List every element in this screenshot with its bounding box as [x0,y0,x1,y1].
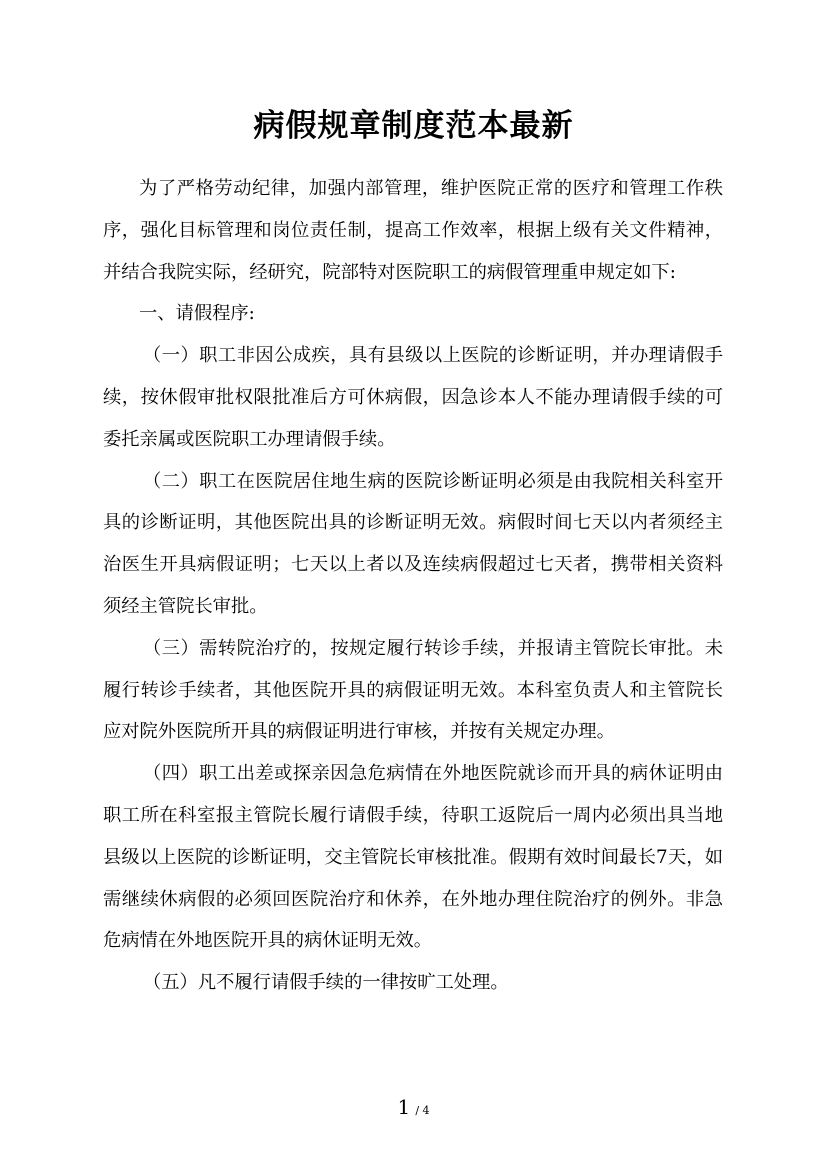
document-title: 病假规章制度范本最新 [253,108,574,144]
clause-paragraph-4: （四）职工出差或探亲因急危病情在外地医院就诊而开具的病休证明由职工所在科室报主管院长履行请假手续，待职工返院后一周内必须出具当地县级以上医院的诊断证明，交主管院长审核批准。假期有效时间最长7天，如需继续休病假的必须回医院治疗和休养，在外地办理住院治疗的例外。非急危病情在外地医院开具的病休证明无效。 [103,763,723,952]
clause-paragraph-3: （三）需转院治疗的，按规定履行转诊手续，并报请主管院长审批。未履行转诊手续者，其他医院开具的病假证明无效。本科室负责人和主管院长应对院外医院所开具的病假证明进行审核，并按有关规定办理。 [103,637,723,743]
intro-paragraph: 为了严格劳动纪律，加强内部管理，维护医院正常的医疗和管理工作秩序，强化目标管理和岗位责任制，提高工作效率，根据上级有关文件精神，并结合我院实际，经研究，院部特对医院职工的病假管理重申规定如下: [103,178,723,283]
section-heading: 一、请假程序: [139,303,255,325]
page-number-total: / 4 [415,1104,430,1117]
page-number-current: 1 [397,1095,411,1119]
document-body [103,168,723,1004]
clause-paragraph-5: （五）凡不履行请假手续的一律按旷工处理。 [143,972,509,994]
clause-paragraph-1: （一）职工非因公成疾，具有县级以上医院的诊断证明，并办理请假手续，按休假审批权限批准后方可休病假，因急诊本人不能办理请假手续的可委托亲属或医院职工办理请假手续。 [103,345,723,450]
clause-paragraph-2: （二）职工在医院居住地生病的医院诊断证明必须是由我院相关科室开具的诊断证明，其他医院出具的诊断证明无效。病假时间七天以内者须经主治医生开具病假证明；七天以上者以及连续病假超过七天者，携带相关资料须经主管院长审批。 [103,470,723,617]
page-footer [0,1092,827,1126]
